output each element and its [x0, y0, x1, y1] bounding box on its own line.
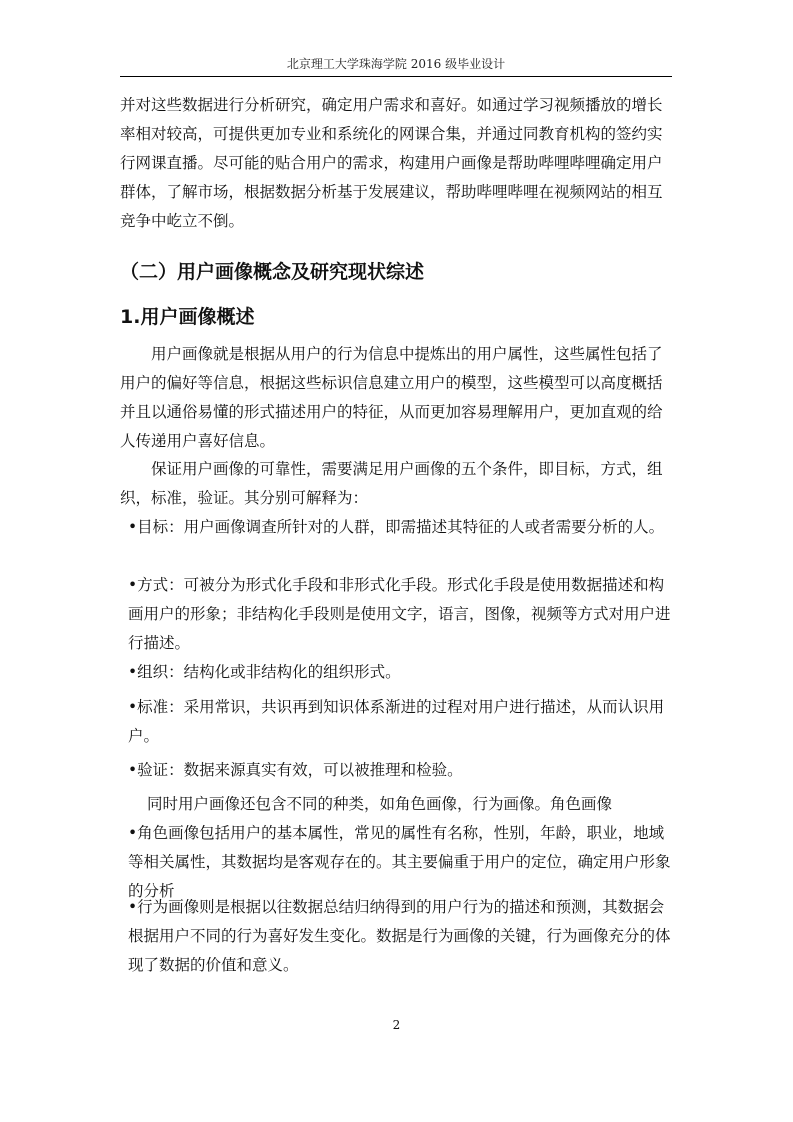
subsection-heading: 1.用户画像概述	[120, 306, 255, 328]
type-item-role: •角色画像包括用户的基本属性，常见的属性有名称，性别，年龄，职业，地域等相关属性，其数据均是客观存在的。其主要偏重于用户的定位，确定用户形象的分析	[128, 824, 671, 900]
page-number: 2	[392, 1018, 401, 1032]
section-heading: （二）用户画像概念及研究现状综述	[120, 261, 425, 283]
running-header: 北京理工大学珠海学院 2016 级毕业设计	[286, 57, 506, 71]
condition-item-method: •方式：可被分为形式化手段和非形式化手段。形式化手段是使用数据描述和构画用户的形象；非结构化手段则是使用文字，语言，图像，视频等方式对用户进行描述。	[128, 576, 671, 652]
body-paragraph-1: 用户画像就是根据从用户的行为信息中提炼出的用户属性，这些属性包括了用户的偏好等信息，根据这些标识信息建立用户的模型，这些模型可以高度概括并且以通俗易懂的形式描述用户的特征，从而更加容易理解用户，更加直观的给人传递用户喜好信息。	[120, 345, 663, 450]
condition-item-goal: •目标：用户画像调查所针对的人群，即需描述其特征的人或者需要分析的人。	[128, 518, 665, 536]
condition-item-verification: •验证：数据来源真实有效，可以被推理和检验。	[128, 761, 463, 779]
intro-paragraph: 并对这些数据进行分析研究，确定用户需求和喜好。如通过学习视频播放的增长率相对较高，可提供更加专业和系统化的网课合集，并通过同教育机构的签约实行网课直播。尽可能的贴合用户的需求，构建用户画像是帮助哔哩哔哩确定用户群体，了解市场，根据数据分析基于发展建议，帮助哔哩哔哩在视频网站的相互竞争中屹立不倒。	[120, 96, 663, 230]
body-paragraph-3: 同时用户画像还包含不同的种类，如角色画像，行为画像。角色画像	[147, 795, 613, 813]
type-item-behavior: •行为画像则是根据以往数据总结归纳得到的用户行为的描述和预测，其数据会根据用户不同的行为喜好发生变化。数据是行为画像的关键，行为画像充分的体现了数据的价值和意义。	[128, 898, 671, 974]
body-paragraph-2: 保证用户画像的可靠性，需要满足用户画像的五个条件，即目标，方式，组织，标准，验证。其分别可解释为：	[120, 460, 663, 507]
condition-item-organization: •组织：结构化或非结构化的组织形式。	[128, 663, 401, 681]
header-rule	[120, 76, 672, 77]
condition-item-standard: •标准：采用常识，共识再到知识体系渐进的过程对用户进行描述，从而认识用户。	[128, 698, 665, 745]
